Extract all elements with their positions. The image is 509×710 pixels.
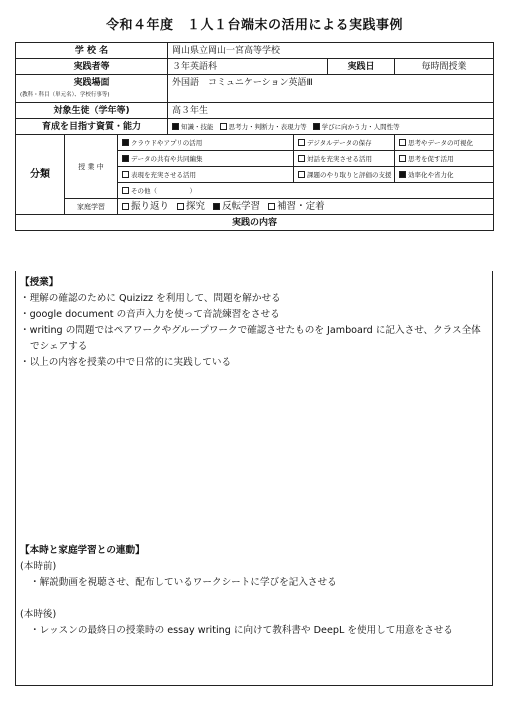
school-value: 岡山県立岡山一宮高等学校: [168, 43, 494, 59]
goal-options: [168, 119, 494, 135]
home-option-2[interactable]: 反転学習: [213, 201, 260, 212]
checkbox-icon: [220, 123, 227, 130]
home-label: 家庭学習: [65, 199, 118, 215]
checkbox-icon: [122, 203, 129, 210]
target-value: 高３年生: [168, 103, 494, 119]
checkbox-icon: [298, 171, 305, 178]
goal-option-1[interactable]: 思考力・判断力・表現力等: [220, 123, 307, 131]
school-label: 学 校 名: [16, 43, 168, 59]
category-label: 分類: [16, 135, 65, 215]
in-class-option-5[interactable]: 思考を促す活用: [395, 151, 494, 167]
in-class-option-8[interactable]: 効率化や省力化: [395, 167, 494, 183]
checkbox-icon: [399, 139, 406, 146]
goal-option-0[interactable]: 知識・技能: [172, 123, 214, 131]
in-class-option-9[interactable]: その他（ ）: [118, 183, 494, 199]
checkbox-icon: [122, 187, 129, 194]
checkbox-icon: [399, 171, 406, 178]
practitioner-value: ３年英語科: [168, 59, 328, 75]
list-item: ・レッスンの最終日の授業時の essay writing に向けて教科書や DeepL を使用して用意をさせる: [30, 625, 453, 636]
checkbox-icon: [298, 139, 305, 146]
home-study-section: [20, 543, 490, 639]
after-label: (本時後): [20, 609, 57, 620]
practice-content-box: [15, 271, 493, 686]
scene-value: 外国語 コミュニケーション英語Ⅲ: [168, 75, 494, 103]
home-option-3[interactable]: 補習・定着: [268, 201, 325, 212]
lesson-heading: 【授業】: [20, 277, 59, 288]
checkbox-icon: [122, 139, 129, 146]
home-option-1[interactable]: 探究: [177, 201, 205, 212]
checkbox-icon: [268, 203, 275, 210]
lesson-section: [20, 275, 490, 371]
list-item: ・writing の問題ではペアワークやグループワークで確認させたものを Jamboard に記入させ、クラス全体でシェアする: [20, 325, 481, 352]
list-item: ・google document の音声入力を使って音読練習をさせる: [20, 309, 280, 320]
before-label: (本時前): [20, 561, 57, 572]
target-label: 対象生徒（学年等): [16, 103, 168, 119]
in-class-option-7[interactable]: 課題のやり取りと評価の支援: [294, 167, 395, 183]
list-item: ・解説動画を視聴させ、配布しているワークシートに学びを記入させる: [30, 577, 337, 588]
in-class-label: 授 業 中: [65, 135, 118, 199]
in-class-option-2[interactable]: 思考やデータの可視化: [395, 135, 494, 151]
checkbox-icon: [177, 203, 184, 210]
checkbox-icon: [122, 171, 129, 178]
scene-note: (教科・科目（単元名）、学校行事等): [20, 91, 110, 98]
list-item: ・以上の内容を授業の中で日常的に実践している: [20, 357, 232, 368]
page-title: 令和４年度 １人１台端末の活用による実践事例: [105, 18, 403, 33]
checkbox-icon: [298, 155, 305, 162]
practitioner-label: 実践者等: [16, 59, 168, 75]
checkbox-icon: [213, 203, 220, 210]
practice-form-table: [15, 42, 494, 231]
in-class-option-3[interactable]: データの共有や共同編集: [118, 151, 294, 167]
in-class-option-1[interactable]: デジタルデータの保存: [294, 135, 395, 151]
content-label: 実践の内容: [16, 215, 494, 231]
checkbox-icon: [122, 155, 129, 162]
home-study-heading: 【本時と家庭学習との連動】: [20, 545, 145, 556]
in-class-option-6[interactable]: 表現を充実させる活用: [118, 167, 294, 183]
checkbox-icon: [172, 123, 179, 130]
checkbox-icon: [399, 155, 406, 162]
checkbox-icon: [313, 123, 320, 130]
home-options: [118, 199, 494, 215]
date-value: 毎時間授業: [395, 59, 494, 75]
list-item: ・理解の確認のために Quizizz を利用して、問題を解かせる: [20, 293, 281, 304]
scene-label-cell: [16, 75, 168, 103]
goal-option-2[interactable]: 学びに向かう力・人間性等: [313, 123, 400, 131]
in-class-option-4[interactable]: 対話を充実させる活用: [294, 151, 395, 167]
in-class-option-0[interactable]: クラウドやアプリの活用: [118, 135, 294, 151]
date-label: 実践日: [328, 59, 395, 75]
home-option-0[interactable]: 振り返り: [122, 201, 169, 212]
goal-label: 育成を目指す資質・能力: [16, 119, 168, 135]
scene-label: 実践場面: [73, 77, 110, 88]
